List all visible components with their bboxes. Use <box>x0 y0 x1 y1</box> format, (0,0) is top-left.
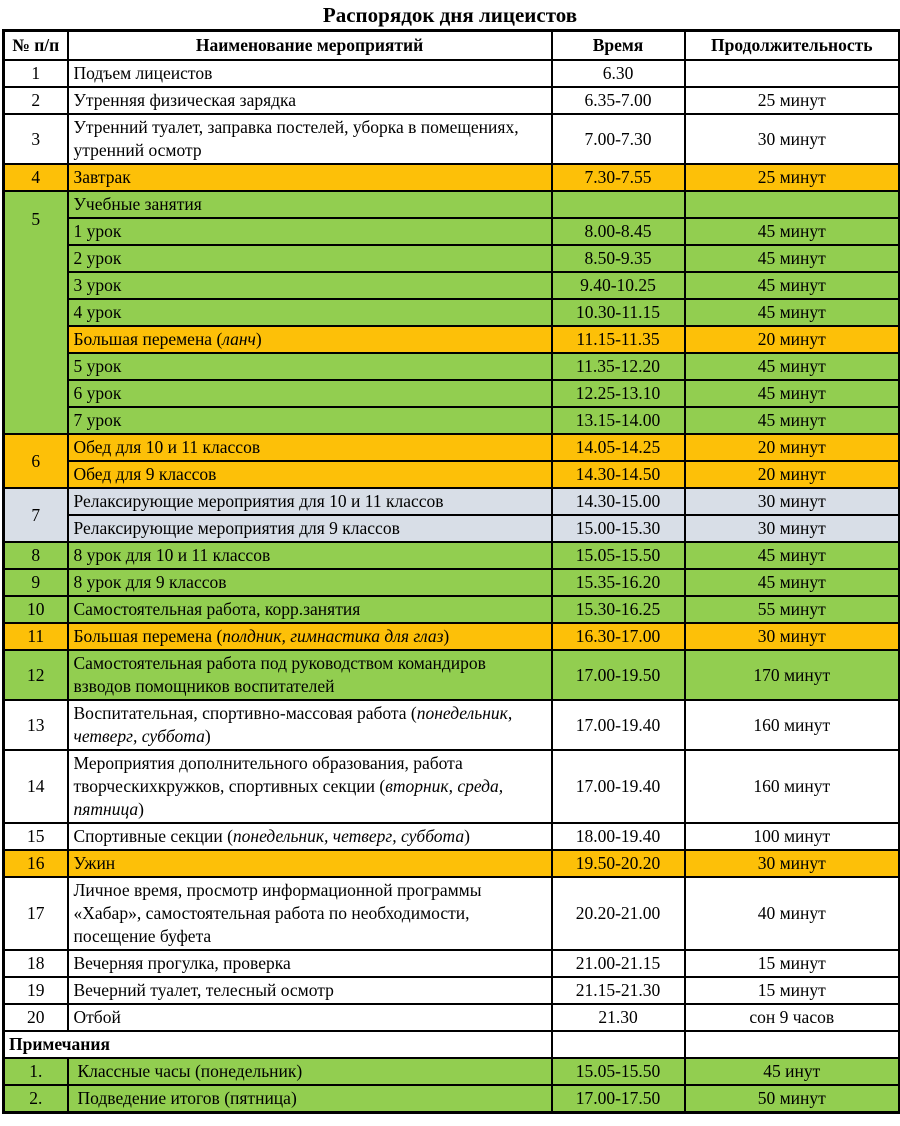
time-cell: 6.35-7.00 <box>552 87 685 114</box>
time-cell: 9.40-10.25 <box>552 272 685 299</box>
duration-cell: 45 минут <box>685 353 900 380</box>
row-number-merged: 5 <box>4 191 68 434</box>
activity-cell: 8 урок для 10 и 11 классов <box>68 542 552 569</box>
activity-cell: 5 урок <box>68 353 552 380</box>
activity-cell <box>68 750 552 823</box>
activity-cell <box>68 326 552 353</box>
table-row-lessons-group <box>4 191 900 218</box>
time-cell: 21.15-21.30 <box>552 977 685 1004</box>
activity-cell: Отбой <box>68 1004 552 1031</box>
time-cell: 14.30-14.50 <box>552 461 685 488</box>
duration-cell: 160 минут <box>685 700 900 750</box>
column-header-name: Наименование мероприятий <box>68 31 552 61</box>
duration-cell: 170 минут <box>685 650 900 700</box>
time-cell: 15.05-15.50 <box>552 542 685 569</box>
duration-cell: 50 минут <box>685 1085 900 1113</box>
column-header-duration: Продолжительность <box>685 31 900 61</box>
duration-cell: 45 минут <box>685 407 900 434</box>
row-number: 3 <box>4 114 68 164</box>
activity-cell: Обед для 10 и 11 классов <box>68 434 552 461</box>
duration-cell: 15 минут <box>685 950 900 977</box>
activity-cell <box>68 700 552 750</box>
activity-cell: Личное время, просмотр информационной программы «Хабар», самостоятельная работа по необходимости, посещение буфета <box>68 877 552 950</box>
table-row-supper <box>4 850 900 877</box>
activity-text-italic: понедельник, четверг, суббота <box>232 826 465 846</box>
activity-cell <box>68 623 552 650</box>
activity-cell: 7 урок <box>68 407 552 434</box>
activity-cell: Классные часы (понедельник) <box>68 1058 552 1085</box>
table-row <box>4 877 900 950</box>
time-cell: 15.30-16.25 <box>552 596 685 623</box>
row-number: 13 <box>4 700 68 750</box>
duration-cell <box>685 191 900 218</box>
time-cell: 15.05-15.50 <box>552 1058 685 1085</box>
activity-text: Большая перемена ( <box>73 626 223 646</box>
duration-cell: 45 минут <box>685 218 900 245</box>
row-number: 18 <box>4 950 68 977</box>
time-cell: 21.00-21.15 <box>552 950 685 977</box>
row-number: 2. <box>4 1085 68 1113</box>
time-cell: 19.50-20.20 <box>552 850 685 877</box>
duration-cell: 30 минут <box>685 850 900 877</box>
notes-label: Примечания <box>4 1031 552 1058</box>
row-number: 10 <box>4 596 68 623</box>
table-row-selfwork <box>4 650 900 700</box>
table-row-dinner-group <box>4 434 900 461</box>
table-row-break <box>4 623 900 650</box>
time-cell: 7.00-7.30 <box>552 114 685 164</box>
row-number: 12 <box>4 650 68 700</box>
duration-cell-empty <box>685 1031 900 1058</box>
table-row-dinner <box>4 461 900 488</box>
duration-cell: 45 инут <box>685 1058 900 1085</box>
table-row <box>4 700 900 750</box>
activity-cell: Самостоятельная работа под руководством командиров взводов помощников воспитателей <box>68 650 552 700</box>
table-row-lesson <box>4 272 900 299</box>
table-row-lunch-break <box>4 326 900 353</box>
row-number: 2 <box>4 87 68 114</box>
table-row-lesson <box>4 218 900 245</box>
table-row <box>4 977 900 1004</box>
activity-cell: 8 урок для 9 классов <box>68 569 552 596</box>
time-cell: 17.00-17.50 <box>552 1085 685 1113</box>
duration-cell: 30 минут <box>685 515 900 542</box>
column-header-time: Время <box>552 31 685 61</box>
duration-cell: 20 минут <box>685 434 900 461</box>
row-number: 15 <box>4 823 68 850</box>
activity-cell: 4 урок <box>68 299 552 326</box>
activity-text: Большая перемена ( <box>73 329 223 349</box>
activity-cell: Ужин <box>68 850 552 877</box>
table-row <box>4 1004 900 1031</box>
time-cell: 11.15-11.35 <box>552 326 685 353</box>
row-number-merged: 6 <box>4 434 68 488</box>
activity-text-italic: полдник, гимнастика для глаз <box>222 626 444 646</box>
activity-cell: Утренняя физическая зарядка <box>68 87 552 114</box>
header-row <box>4 31 900 61</box>
duration-cell: 45 минут <box>685 272 900 299</box>
duration-cell: 15 минут <box>685 977 900 1004</box>
activity-text: Мероприятия дополнительного образования, работа творческихкружков, спортивных секции ( <box>73 753 463 796</box>
activity-text-post: ) <box>204 726 211 746</box>
time-cell: 15.00-15.30 <box>552 515 685 542</box>
table-row-lesson <box>4 569 900 596</box>
duration-cell: 25 минут <box>685 87 900 114</box>
table-row-relax <box>4 515 900 542</box>
activity-text-italic: ланч <box>222 329 256 349</box>
row-number: 4 <box>4 164 68 191</box>
duration-cell: 25 минут <box>685 164 900 191</box>
time-cell: 17.00-19.40 <box>552 700 685 750</box>
activity-cell: 2 урок <box>68 245 552 272</box>
row-number: 1. <box>4 1058 68 1085</box>
activity-text-post: ) <box>138 799 144 819</box>
row-number-merged: 7 <box>4 488 68 542</box>
duration-cell: 40 минут <box>685 877 900 950</box>
time-cell: 17.00-19.50 <box>552 650 685 700</box>
activity-text-italic: понедельник, четверг, суббота <box>73 703 513 746</box>
row-number: 16 <box>4 850 68 877</box>
activity-cell: Утренний туалет, заправка постелей, уборка в помещениях, утренний осмотр <box>68 114 552 164</box>
duration-cell: сон 9 часов <box>685 1004 900 1031</box>
activity-cell: 3 урок <box>68 272 552 299</box>
time-cell: 16.30-17.00 <box>552 623 685 650</box>
activity-text-italic: вторник, среда, пятница <box>73 776 504 819</box>
table-row <box>4 114 900 164</box>
duration-cell: 30 минут <box>685 114 900 164</box>
time-cell: 17.00-19.40 <box>552 750 685 823</box>
activity-cell: 1 урок <box>68 218 552 245</box>
time-cell: 8.50-9.35 <box>552 245 685 272</box>
column-header-num: № п/п <box>4 31 68 61</box>
duration-cell: 45 минут <box>685 299 900 326</box>
duration-cell: 30 минут <box>685 488 900 515</box>
duration-cell: 100 минут <box>685 823 900 850</box>
duration-cell: 45 минут <box>685 542 900 569</box>
duration-cell <box>685 60 900 87</box>
table-row-lesson <box>4 380 900 407</box>
activity-cell: Учебные занятия <box>68 191 552 218</box>
activity-cell: Вечерняя прогулка, проверка <box>68 950 552 977</box>
time-cell: 12.25-13.10 <box>552 380 685 407</box>
time-cell <box>552 191 685 218</box>
table-row-lesson <box>4 245 900 272</box>
row-number: 9 <box>4 569 68 596</box>
table-row-lesson <box>4 542 900 569</box>
activity-cell <box>68 823 552 850</box>
table-row <box>4 750 900 823</box>
activity-cell: Самостоятельная работа, корр.занятия <box>68 596 552 623</box>
time-cell: 18.00-19.40 <box>552 823 685 850</box>
activity-text-post: ) <box>443 626 450 646</box>
activity-text-post: ) <box>464 826 470 846</box>
activity-text: Воспитательная, спортивно-массовая работа ( <box>73 703 417 723</box>
time-cell: 20.20-21.00 <box>552 877 685 950</box>
activity-cell: Подъем лицеистов <box>68 60 552 87</box>
table-row-relax-group <box>4 488 900 515</box>
row-number: 14 <box>4 750 68 823</box>
row-number: 19 <box>4 977 68 1004</box>
time-cell-empty <box>552 1031 685 1058</box>
note-row <box>4 1085 900 1113</box>
activity-text-post: ) <box>255 329 262 349</box>
activity-cell: Завтрак <box>68 164 552 191</box>
time-cell: 13.15-14.00 <box>552 407 685 434</box>
table-row-lesson <box>4 407 900 434</box>
table-row-lesson <box>4 353 900 380</box>
duration-cell: 45 минут <box>685 245 900 272</box>
activity-cell: Подведение итогов (пятница) <box>68 1085 552 1113</box>
time-cell: 10.30-11.15 <box>552 299 685 326</box>
table-row <box>4 87 900 114</box>
time-cell: 14.30-15.00 <box>552 488 685 515</box>
duration-cell: 55 минут <box>685 596 900 623</box>
row-number: 11 <box>4 623 68 650</box>
duration-cell: 30 минут <box>685 623 900 650</box>
duration-cell: 20 минут <box>685 326 900 353</box>
table-row-lesson <box>4 596 900 623</box>
table-row <box>4 60 900 87</box>
time-cell: 8.00-8.45 <box>552 218 685 245</box>
activity-cell: 6 урок <box>68 380 552 407</box>
activity-text: Спортивные секции ( <box>73 826 233 846</box>
notes-header-row <box>4 1031 900 1058</box>
time-cell: 6.30 <box>552 60 685 87</box>
row-number: 17 <box>4 877 68 950</box>
duration-cell: 45 минут <box>685 380 900 407</box>
row-number: 8 <box>4 542 68 569</box>
time-cell: 11.35-12.20 <box>552 353 685 380</box>
table-row-breakfast <box>4 164 900 191</box>
activity-cell: Релаксирующие мероприятия для 9 классов <box>68 515 552 542</box>
duration-cell: 20 минут <box>685 461 900 488</box>
time-cell: 14.05-14.25 <box>552 434 685 461</box>
duration-cell: 45 минут <box>685 569 900 596</box>
note-row <box>4 1058 900 1085</box>
table-row <box>4 950 900 977</box>
table-row <box>4 823 900 850</box>
daily-schedule-table <box>2 29 900 1114</box>
row-number: 20 <box>4 1004 68 1031</box>
activity-cell: Обед для 9 классов <box>68 461 552 488</box>
time-cell: 7.30-7.55 <box>552 164 685 191</box>
duration-cell: 160 минут <box>685 750 900 823</box>
page-title: Распорядок дня лицеистов <box>322 3 578 27</box>
activity-cell: Вечерний туалет, телесный осмотр <box>68 977 552 1004</box>
time-cell: 21.30 <box>552 1004 685 1031</box>
row-number: 1 <box>4 60 68 87</box>
time-cell: 15.35-16.20 <box>552 569 685 596</box>
table-row-lesson <box>4 299 900 326</box>
activity-cell: Релаксирующие мероприятия для 10 и 11 классов <box>68 488 552 515</box>
